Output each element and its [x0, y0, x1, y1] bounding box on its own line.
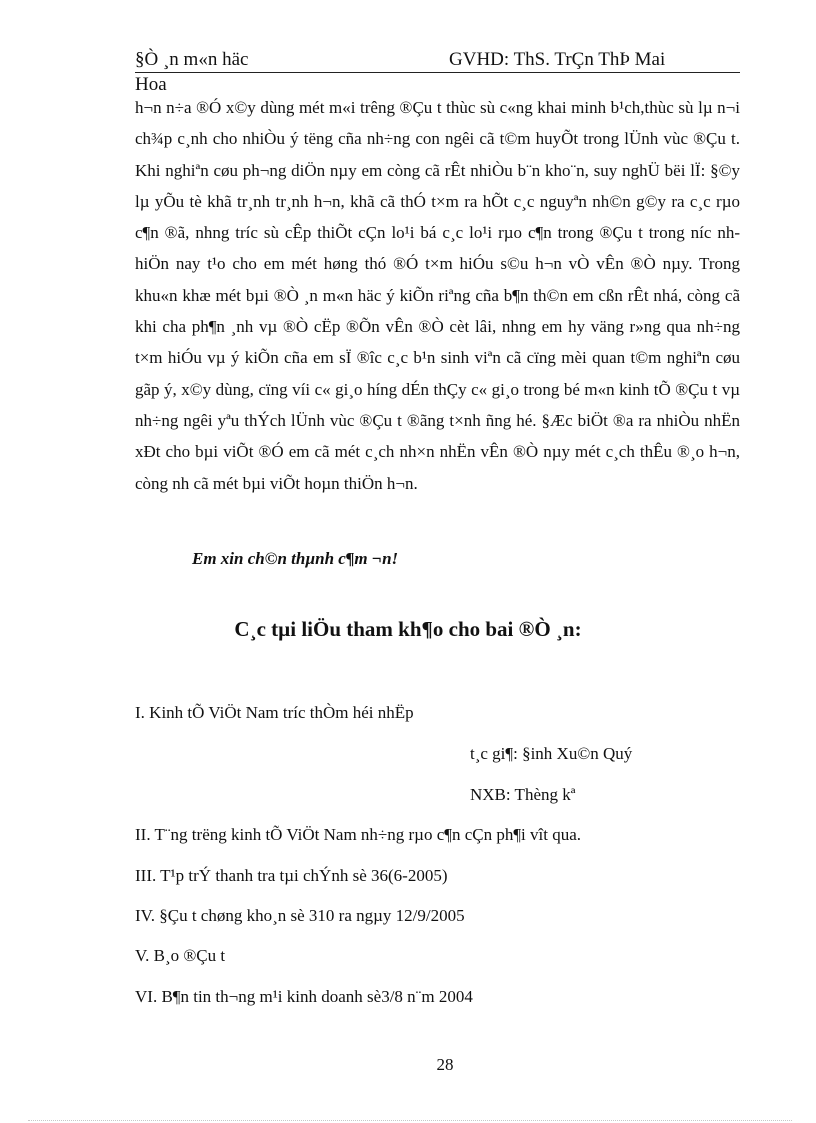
header-supervisor-continued: Hoa	[135, 74, 167, 95]
reference-item-6: VI. B¶n tin th¬ng m¹i kinh doanh sè3/8 n¨m 2004	[135, 987, 473, 1006]
header-course-title: §Ò ¸n m«n häc	[135, 49, 249, 70]
reference-item-5: V. B¸o ®Çu t	[135, 946, 226, 965]
reference-item-1: I. Kinh tÕ ViÖt Nam tríc thÒm héi nhËp	[135, 703, 414, 722]
references-heading: C¸c tµi liÖu tham kh¶o cho bai ®Ò ¸n:	[234, 617, 582, 641]
reference-item-3: III. T¹p trÝ thanh tra tµi chÝnh sè 36(6-2005)	[135, 866, 448, 885]
reference-item-4: IV. §Çu t chøng kho¸n sè 310 ra ngµy 12/9/2005	[135, 906, 465, 925]
page-header	[135, 48, 740, 73]
page-bottom-divider	[28, 1120, 792, 1121]
header-supervisor: GVHD: ThS. TrÇn ThÞ Mai	[449, 49, 666, 70]
reference-item-2: II. T¨ng trëng kinh tÕ ViÖt Nam nh÷ng rµo c¶n cÇn ph¶i vît qua.	[135, 825, 582, 844]
closing-thanks: Em xin ch©n thµnh c¶m ¬n!	[192, 549, 399, 568]
reference-item-1-author: t¸c gi¶: §inh Xu©n Quý	[470, 744, 633, 763]
body-paragraph: h¬n n÷a ®Ó x©y dùng mét m«i trêng ®Çu t thùc sù c«ng khai minh b¹ch,thùc sù lµ n¬i ch¾p c¸nh cho nhiÒu ý tëng cña nh÷ng con ngêi cã t©m huyÕt trong lÜnh vùc ®Çu t. Khi nghiªn cøu ph¬ng diÖn nµy em còng cã rÊt nhiÒu b¨n kho¨n, suy nghÜ bëi lÏ: §©y lµ yÕu tè khã tr¸nh tr¸nh h¬n, khã cã thÓ t×m ra hÕt c¸c nguyªn nh©n g©y ra c¸c rµo c¶n ®ã, nhng tríc sù cÊp thiÕt cÇn lo¹i bá c¸c lo¹i rµo c¶n trong ®Çu t trong níc nh hiÖn nay t¹o cho em mét høng thó ®Ó t×m hiÓu s©u h¬n vÒ vÊn ®Ò nµy. Trong khu«n khæ mét bµi ®Ò ¸n m«n häc ý kiÕn riªng cña b¶n th©n em cßn rÊt nhá, còng cã khi cha ph¶n ¸nh vµ ®Ò cËp ®Õn vÊn ®Ò cèt lâi, nhng em hy väng r»ng qua nh÷ng t×m hiÓu vµ ý kiÕn cña em sÏ ®îc c¸c b¹n sinh viªn cã cïng mèi quan t©m nghiªn cøu gãp ý, x©y dùng, cïng víi c« gi¸o híng dÉn thÇy c« gi¸o trong bé m«n kinh tÕ ®Çu t vµ nh÷ng ngêi yªu thÝch lÜnh vùc ®Çu t ®ãng t×nh ñng hé. §Æc biÖt ®a ra nhiÒu nhËn xÐt cho bµi viÕt ®Ó em cã mét c¸ch nh×n nhËn vÊn ®Ò nµy mét c¸ch thÊu ®¸o h¬n, còng nh cã mét bµi viÕt hoµn thiÖn h¬n.	[135, 98, 740, 493]
page-number: 28	[436, 1055, 454, 1074]
reference-item-1-publisher: NXB: Thèng kª	[470, 785, 576, 804]
